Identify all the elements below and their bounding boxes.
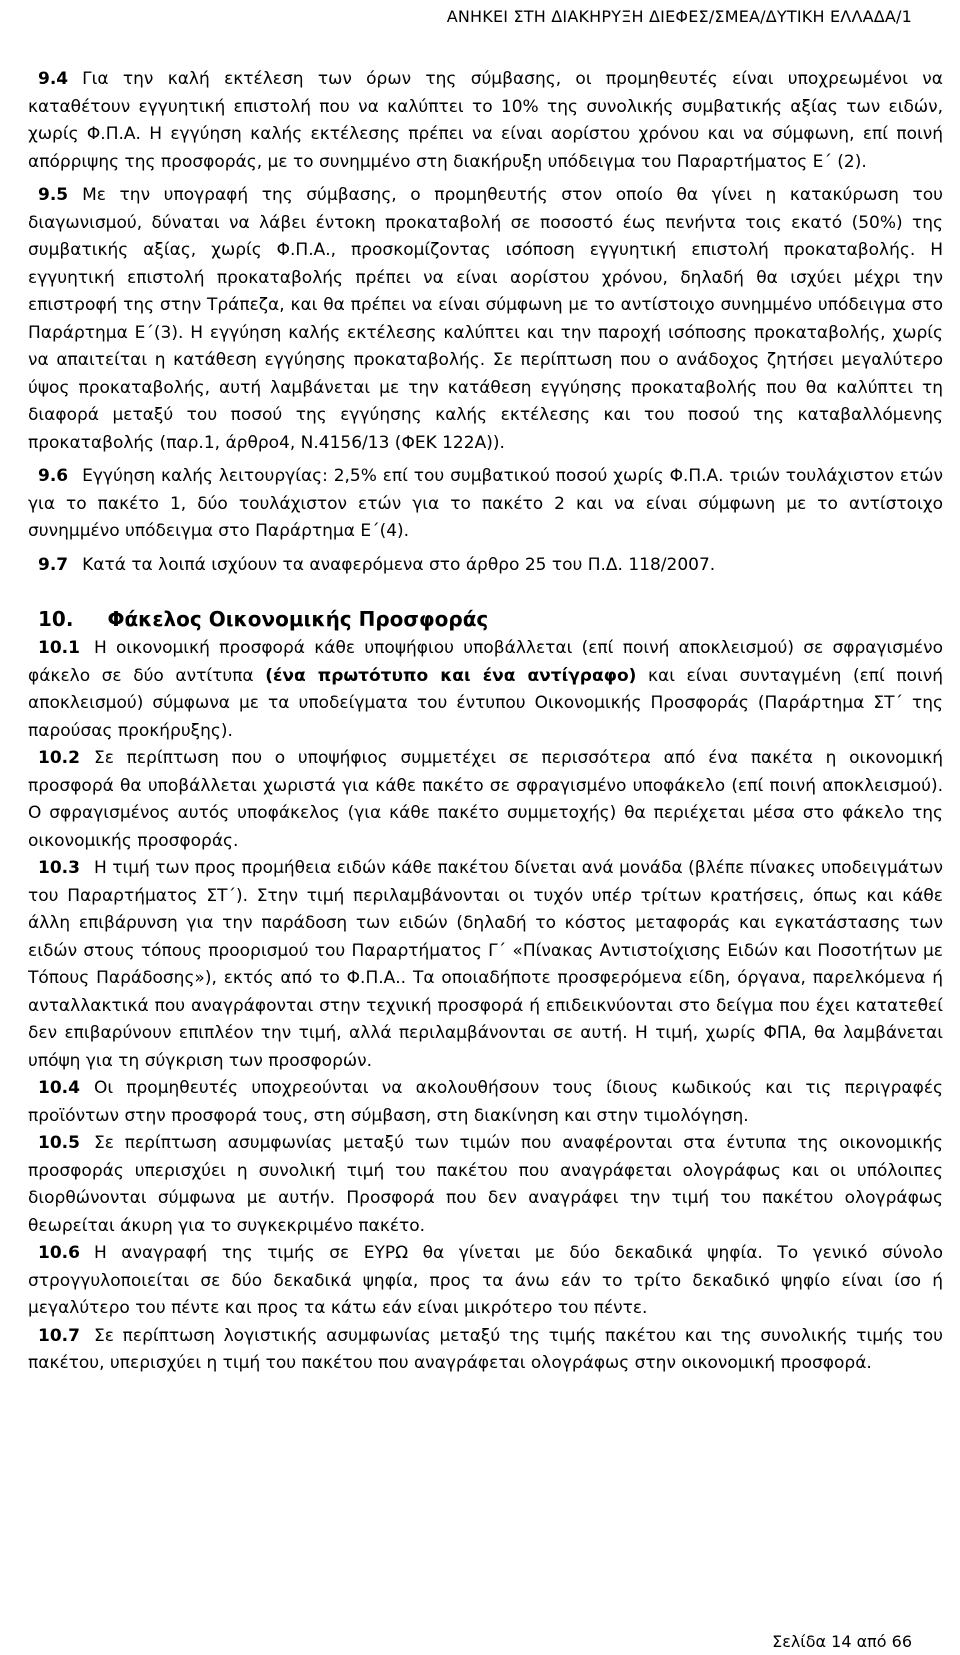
- paragraph-text: Με την υπογραφή της σύμβασης, ο προμηθευτής στον οποίο θα γίνει η κατακύρωση του διαγωνισμού, δύναται να λάβει έντοκη προκαταβολή σε ποσοστό έως πενήντα τοις εκατό (50%) της συμβατικής αξίας, χωρίς Φ.Π.Α., προσκομίζοντας ισόποση εγγυητική επιστολή προκαταβολής. Η εγγυητική επιστολή προκαταβολής πρέπει να είναι αορίστου χρόνου, δηλαδή θα ισχύει μέχρι την επιστροφή της στην Τράπεζα, και θα πρέπει να είναι σύμφωνη με το αντίστοιχο συνημμένο υπόδειγμα στο Παράρτημα Ε΄(3). Η εγγύηση καλής εκτέλεσης καλύπτει και την παροχή ισόποσης προκαταβολής, χωρίς να απαιτείται η κατάθεση εγγύησης προκαταβολής. Σε περίπτωση που ο ανάδοχος ζητήσει μεγαλύτερο ύψος προκαταβολής, αυτή λαμβάνεται με την κατάθεση εγγύησης προκαταβολής που θα καλύπτει τη διαφορά μεταξύ του ποσού της εγγύησης καλής εκτέλεσης και του ποσού της καταβαλλόμενης προκαταβολής (παρ.1, άρθρο4, Ν.4156/13 (ΦΕΚ 122Α)).: [28, 185, 943, 453]
- paragraph-text: Σε περίπτωση ασυμφωνίας μεταξύ των τιμών που αναφέρονται στα έντυπα της οικονομικής προσφοράς υπερισχύει η συνολική τιμή του πακέτου που αναγράφεται ολογράφως και οι υπόλοιπες διορθώνονται σύμφωνα με αυτήν. Προσφορά που δεν αναγράφει την τιμή του πακέτου ολογράφως θεωρείται άκυρη για το συγκεκριμένο πακέτο.: [28, 1133, 943, 1236]
- paragraph-10-6: [28, 1240, 943, 1323]
- paragraph-number: 9.4: [38, 69, 69, 89]
- paragraph-number: 10.6: [38, 1243, 80, 1263]
- paragraph-number: 9.5: [38, 185, 69, 205]
- paragraph-text: Σε περίπτωση λογιστικής ασυμφωνίας μεταξύ της τιμής πακέτου και της συνολικής τιμής του πακέτου, υπερισχύει η τιμή του πακέτου που αναγράφεται ολογράφως στην οικονομική προσφορά.: [28, 1325, 943, 1373]
- paragraph-number: 9.6: [38, 466, 69, 486]
- paragraph-text: Οι προμηθευτές υποχρεούνται να ακολουθήσουν τους ίδιους κωδικούς και τις περιγραφές προϊόντων στην προσφορά τους, στη σύμβαση, στη διακίνηση και στην τιμολόγηση.: [28, 1078, 943, 1126]
- paragraph-10-4: [28, 1075, 943, 1130]
- paragraph-text: Η αναγραφή της τιμής σε ΕΥΡΩ θα γίνεται με δύο δεκαδικά ψηφία. Το γενικό σύνολο στρογγυλοποιείται σε δύο δεκαδικά ψηφία, προς τα άνω εάν το τρίτο δεκαδικό ψηφίο είναι ίσο ή μεγαλύτερο του πέντε και προς τα κάτω εάν είναι μικρότερο του πέντε.: [28, 1243, 943, 1318]
- paragraph-number: 10.3: [38, 858, 80, 878]
- paragraph-9-5: [28, 182, 943, 457]
- paragraph-9-7: [28, 552, 943, 580]
- paragraph-text: Η οικονομική προσφορά κάθε υποψήφιου υποβάλλεται (επί ποινή αποκλεισμού) σε σφραγισμένο φάκελο σε δύο αντίτυπα: [28, 638, 943, 686]
- paragraph-10-1: [28, 635, 943, 745]
- paragraph-text: Κατά τα λοιπά ισχύουν τα αναφερόμενα στο άρθρο 25 του Π.Δ. 118/2007.: [82, 554, 716, 575]
- paragraph-9-6: [28, 463, 943, 546]
- paragraph-text: Η τιμή των προς προμήθεια ειδών κάθε πακέτου δίνεται ανά μονάδα (βλέπε πίνακες υποδειγμάτων του Παραρτήματος ΣΤ΄). Στην τιμή περιλαμβάνονται οι τυχόν υπέρ τρίτων κρατήσεις, όπως και κάθε άλλη επιβάρυνση για την παράδοση των ειδών (δηλαδή το κόστος μεταφοράς και εγκατάστασης των ειδών στους τόπους προορισμού του Παραρτήματος Γ΄ «Πίνακας Αντιστοίχισης Ειδών και Ποσοτήτων με Τόπους Παράδοσης»), εκτός από το Φ.Π.Α.. Τα οποιαδήποτε προσφερόμενα είδη, όργανα, παρελκόμενα ή ανταλλακτικά που αναγράφονται στην τεχνική προσφορά ή επιδεικνύονται στο δείγμα που έχει κατατεθεί δεν επιβαρύνουν επιπλέον την τιμή, αλλά περιλαμβάνονται σε αυτή. Η τιμή, χωρίς ΦΠΑ, θα λαμβάνεται υπόψη για τη σύγκριση των προσφορών.: [28, 858, 943, 1071]
- paragraph-bold-text: (ένα πρωτότυπο και ένα αντίγραφο): [265, 665, 637, 686]
- paragraph-text: Σε περίπτωση που ο υποψήφιος συμμετέχει σε περισσότερα από ένα πακέτα η οικονομική προσφορά θα υποβάλλεται χωριστά για κάθε πακέτο σε σφραγισμένο υποφάκελο (επί ποινή αποκλεισμού). Ο σφραγισμένος αυτός υποφάκελος (για κάθε πακέτο συμμετοχής) θα περιέχεται μέσα στο φάκελο της οικονομικής προσφοράς.: [28, 748, 943, 851]
- section-number: 10.: [38, 607, 74, 631]
- page-header: ΑΝΗΚΕΙ ΣΤΗ ΔΙΑΚΗΡΥΞΗ ΔΙΕΦΕΣ/ΣΜΕΑ/ΔΥΤΙΚΗ ΕΛΛΑΔΑ/1: [446, 7, 912, 26]
- paragraph-number: 10.7: [38, 1325, 80, 1346]
- document-body: [28, 66, 943, 1378]
- page-number: Σελίδα 14 από 66: [772, 1632, 912, 1651]
- paragraph-number: 9.7: [38, 554, 69, 575]
- paragraph-number: 10.5: [38, 1133, 80, 1153]
- section-heading: [28, 603, 943, 635]
- paragraph-10-3: [28, 855, 943, 1075]
- paragraph-text: και είναι συνταγμένη (επί ποινή αποκλεισμού) σύμφωνα με τα υποδείγματα του έντυπου Οικονομικής Προσφοράς (Παράρτημα ΣΤ΄ της παρούσας προκήρυξης).: [28, 665, 943, 741]
- paragraph-number: 10.4: [38, 1078, 80, 1098]
- paragraph-10-7: [28, 1323, 943, 1378]
- paragraph-9-4: [28, 66, 943, 176]
- paragraph-10-2: [28, 745, 943, 855]
- paragraph-text: Για την καλή εκτέλεση των όρων της σύμβασης, οι προμηθευτές είναι υποχρεωμένοι να καταθέτουν εγγυητική επιστολή που να καλύπτει το 10% της συνολικής συμβατικής αξίας των ειδών, χωρίς Φ.Π.Α. Η εγγύηση καλής εκτέλεσης πρέπει να είναι αορίστου χρόνου και να σύμφωνη, επί ποινή απόρριψης της προσφοράς, με το συνημμένο στη διακήρυξη υπόδειγμα του Παραρτήματος Ε΄ (2).: [28, 69, 943, 172]
- paragraph-number: 10.1: [38, 638, 80, 658]
- paragraph-number: 10.2: [38, 748, 80, 768]
- paragraph-text: Εγγύηση καλής λειτουργίας: 2,5% επί του συμβατικού ποσού χωρίς Φ.Π.Α. τριών τουλάχιστον ετών για το πακέτο 1, δύο τουλάχιστον ετών για το πακέτο 2 και να είναι σύμφωνη με το αντίστοιχο συνημμένο υπόδειγμα στο Παράρτημα Ε΄(4).: [28, 466, 943, 541]
- paragraph-10-5: [28, 1130, 943, 1240]
- section-title: Φάκελος Οικονομικής Προσφοράς: [107, 607, 489, 631]
